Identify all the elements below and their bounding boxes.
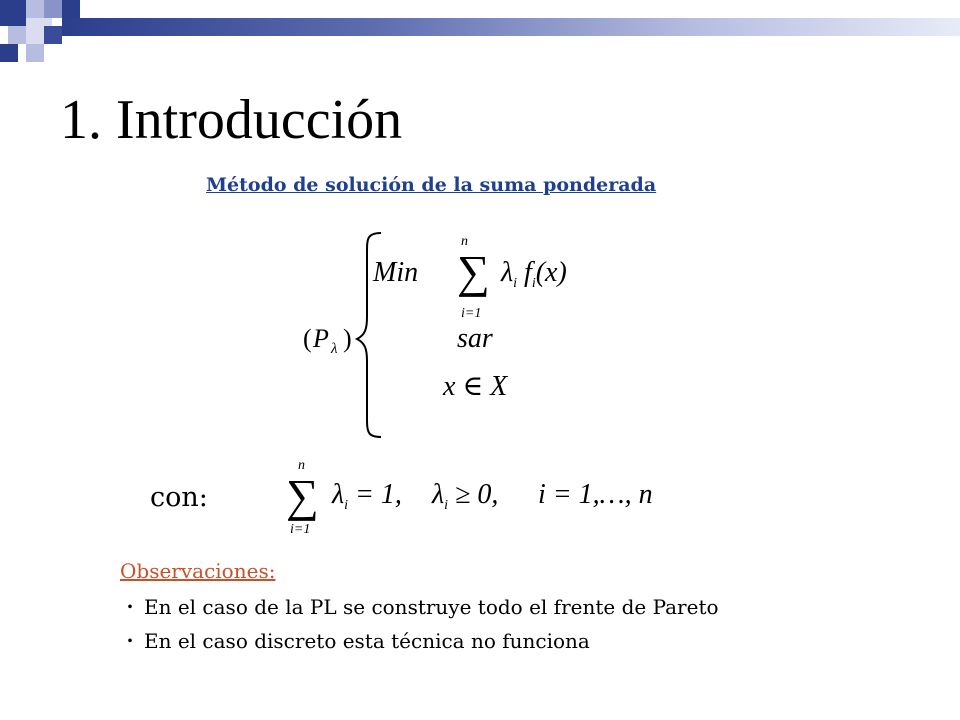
header-square xyxy=(26,44,44,62)
cond-sum-upper: n xyxy=(298,458,305,473)
header-square xyxy=(0,44,18,62)
formula-paren-open: ( xyxy=(303,324,312,353)
observation-text: En el caso de la PL se construye todo el frente de Pareto xyxy=(144,595,719,619)
cond-sum-lower: i=1 xyxy=(290,522,311,535)
formula-P: P xyxy=(313,324,329,353)
header-square xyxy=(0,0,26,26)
bullet-icon: ・ xyxy=(120,629,140,653)
slide-title: 1. Introducción xyxy=(60,89,403,151)
formula-conditions xyxy=(282,455,692,535)
observation-text: En el caso discreto esta técnica no funciona xyxy=(144,629,590,653)
cond-term-1: $\lambda_i = 1$, xyxy=(332,479,402,513)
formula-min: Min xyxy=(373,257,419,288)
slide-subtitle: Método de solución de la suma ponderada xyxy=(206,174,657,196)
cond-term-3: i = 1,…, n xyxy=(538,479,653,510)
formula-sum-upper: n xyxy=(461,234,468,249)
header-square xyxy=(44,26,62,44)
formula-constraint: x ∈ X xyxy=(443,371,508,402)
header-square xyxy=(26,0,44,18)
header-square xyxy=(8,26,26,44)
formula-subject-to: sar xyxy=(457,323,493,354)
cond-sigma: ∑ xyxy=(286,470,319,521)
con-label: con: xyxy=(150,482,208,513)
formula-problem xyxy=(295,225,615,445)
formula-paren-close: ) xyxy=(343,324,352,353)
bullet-icon: ・ xyxy=(120,595,140,619)
formula-sum-lower: i=1 xyxy=(461,306,482,321)
list-item xyxy=(120,590,719,624)
header-square xyxy=(62,0,80,18)
formula-sigma: ∑ xyxy=(457,246,490,297)
formula-term: $\lambda_i$ $f_i(x)$ xyxy=(501,257,567,291)
observations-list xyxy=(120,590,719,658)
header-bar xyxy=(62,18,960,36)
header-square xyxy=(44,0,62,18)
observations-title: Observaciones: xyxy=(120,559,276,583)
formula-lambda-sub: λ xyxy=(331,341,338,357)
cond-term-2: $\lambda_i \ge 0$, xyxy=(432,479,499,513)
list-item xyxy=(120,624,719,658)
